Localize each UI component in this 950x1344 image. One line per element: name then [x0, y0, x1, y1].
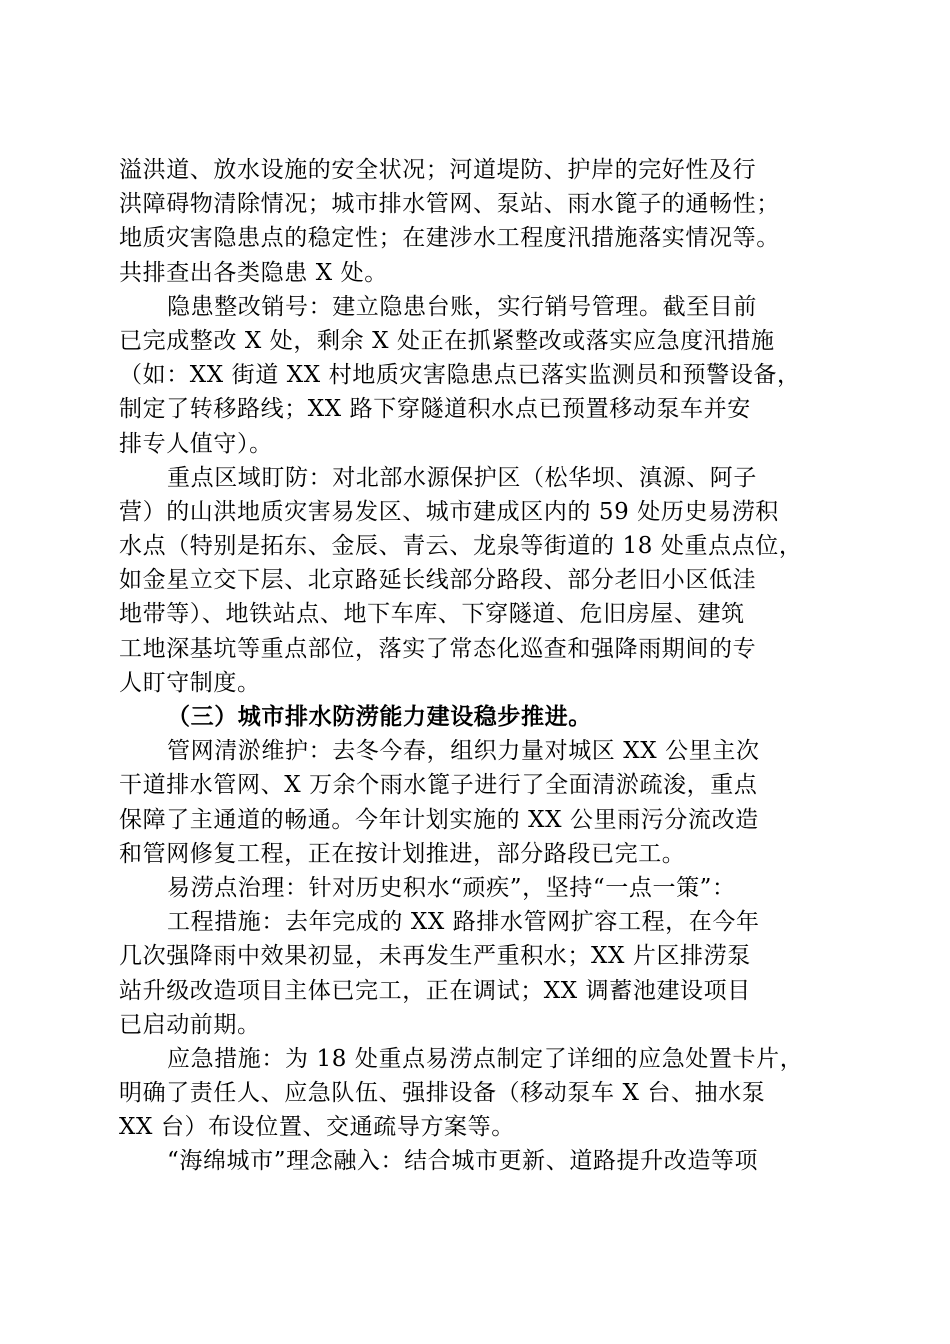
- text-line: 保障了主通道的畅通。今年计划实施的 XX 公里雨污分流改造: [119, 806, 759, 833]
- text-line: “海绵城市”理念融入：结合城市更新、道路提升改造等项: [167, 1148, 759, 1175]
- text-line: 人盯守制度。: [119, 669, 261, 696]
- text-line: （如：XX 街道 XX 村地质灾害隐患点已落实监测员和预警设备，: [119, 362, 801, 389]
- text-line: 几次强降雨中效果初显，未再发生严重积水；XX 片区排涝泵: [119, 943, 751, 970]
- text-line: 和管网修复工程，正在按计划推进，部分路段已完工。: [119, 840, 686, 867]
- text-line: 已完成整改 X 处，剩余 X 处正在抓紧整改或落实应急度汛措施: [119, 327, 775, 354]
- text-line: 易涝点治理：针对历史积水“顽疾”，坚持“一点一策”：: [167, 874, 736, 901]
- text-line: 工程措施：去年完成的 XX 路排水管网扩容工程，在今年: [167, 909, 760, 936]
- text-line: XX 台）布设位置、交通疏导方案等。: [119, 1114, 515, 1141]
- text-line: 溢洪道、放水设施的安全状况；河道堤防、护岸的完好性及行: [119, 157, 757, 183]
- text-line: 站升级改造项目主体已完工，正在调试；XX 调蓄池建设项目: [119, 977, 751, 1004]
- text-line: 制定了转移路线；XX 路下穿隧道积水点已预置移动泵车并安: [119, 396, 751, 423]
- text-line: 水点（特别是拓东、金辰、青云、龙泉等街道的 18 处重点点位，: [119, 533, 803, 560]
- text-line: 明确了责任人、应急队伍、强排设备（移动泵车 X 台、抽水泵: [119, 1080, 766, 1107]
- text-line: 洪障碍物清除情况；城市排水管网、泵站、雨水篦子的通畅性；: [119, 191, 780, 218]
- text-line: 重点区域盯防：对北部水源保护区（松华坝、滇源、阿子: [167, 464, 757, 491]
- text-line: 干道排水管网、X 万余个雨水篦子进行了全面清淤疏浚，重点: [119, 772, 758, 799]
- text-line: 共排查出各类隐患 X 处。: [119, 259, 388, 286]
- body-text: [119, 153, 831, 1179]
- text-line: 排专人值守）。: [119, 430, 273, 457]
- text-line: 地质灾害隐患点的稳定性；在建涉水工程度汛措施落实情况等。: [119, 225, 780, 252]
- text-line: 隐患整改销号：建立隐患台账，实行销号管理。截至目前: [167, 293, 757, 320]
- text-line: 营）的山洪地质灾害易发区、城市建成区内的 59 处历史易涝积: [119, 498, 779, 525]
- text-line: 管网清淤维护：去冬今春，组织力量对城区 XX 公里主次: [167, 738, 760, 765]
- text-line: 地带等）、地铁站点、地下车库、下穿隧道、危旧房屋、建筑: [119, 601, 745, 628]
- section-heading: （三）城市排水防涝能力建设稳步推进。: [167, 703, 592, 730]
- text-line: 已启动前期。: [119, 1011, 261, 1038]
- text-line: 如金星立交下层、北京路延长线部分路段、部分老旧小区低洼: [119, 567, 757, 594]
- text-line: 工地深基坑等重点部位，落实了常态化巡查和强降雨期间的专: [119, 635, 757, 662]
- text-line: 应急措施：为 18 处重点易涝点制定了详细的应急处置卡片，: [167, 1045, 804, 1072]
